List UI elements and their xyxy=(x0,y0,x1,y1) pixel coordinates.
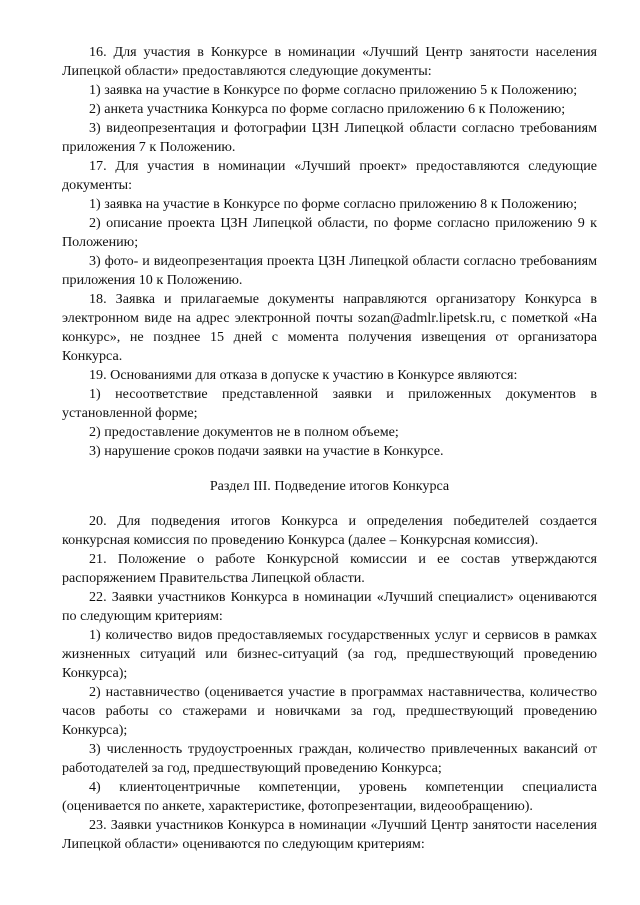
paragraph-19: 19. Основаниями для отказа в допуске к участию в Конкурсе являются: xyxy=(89,367,518,383)
paragraph-20: 20. Для подведения итогов Конкурса и определения победителей создается конкурсная комиссия по проведению Конкурса (далее – Конкурсная комиссия). xyxy=(62,513,597,548)
paragraph-23: 23. Заявки участников Конкурса в номинации «Лучший Центр занятости населения Липецкой области» оцениваются по следующим критериям: xyxy=(62,817,597,852)
document-page xyxy=(62,43,597,854)
list-item: 3) численность трудоустроенных граждан, количество привлеченных вакансий от работодателей за год, предшествующий проведению Конкурса; xyxy=(62,741,597,776)
paragraph-18: 18. Заявка и прилагаемые документы направляются организатору Конкурса в электронном виде на адрес электронной почты sozan@admlr.lipetsk.ru, с пометкой «На конкурс», не позднее 15 дней с момента получения извещения от организатора Конкурса. xyxy=(62,291,597,364)
list-item: 1) заявка на участие в Конкурсе по форме согласно приложению 8 к Положению; xyxy=(89,196,578,212)
paragraph-21: 21. Положение о работе Конкурсной комиссии и ее состав утверждаются распоряжением Правительства Липецкой области. xyxy=(62,551,597,586)
list-item: 1) несоответствие представленной заявки и приложенных документов в установленной форме; xyxy=(62,386,597,421)
list-item: 3) фото- и видеопрезентация проекта ЦЗН Липецкой области согласно требованиям приложения 10 к Положению. xyxy=(62,253,597,288)
list-item: 2) наставничество (оценивается участие в программах наставничества, количество часов работы со стажерами и новичками за год, предшествующий проведению Конкурса); xyxy=(62,684,597,738)
list-item: 2) описание проекта ЦЗН Липецкой области, по форме согласно приложению 9 к Положению; xyxy=(62,215,597,250)
paragraph-16: 16. Для участия в Конкурсе в номинации «Лучший Центр занятости населения Липецкой области» предоставляются следующие документы: xyxy=(62,44,597,79)
paragraph-22: 22. Заявки участников Конкурса в номинации «Лучший специалист» оцениваются по следующим критериям: xyxy=(62,589,597,624)
list-item: 1) количество видов предоставляемых государственных услуг и сервисов в рамках жизненных ситуаций или бизнес-ситуаций (за год, предшествующий проведению Конкурса); xyxy=(62,627,597,681)
paragraph-17: 17. Для участия в номинации «Лучший проект» предоставляются следующие документы: xyxy=(62,158,597,193)
list-item: 3) видеопрезентация и фотографии ЦЗН Липецкой области согласно требованиям приложения 7 к Положению. xyxy=(62,120,597,155)
list-item: 4) клиентоцентричные компетенции, уровень компетенции специалиста (оценивается по анкете, характеристике, фотопрезентации, видеообращению). xyxy=(62,779,597,814)
list-item: 2) анкета участника Конкурса по форме согласно приложению 6 к Положению; xyxy=(89,101,566,117)
list-item: 2) предоставление документов не в полном объеме; xyxy=(89,424,399,440)
list-item: 1) заявка на участие в Конкурсе по форме согласно приложению 5 к Положению; xyxy=(89,82,578,98)
section-heading: Раздел III. Подведение итогов Конкурса xyxy=(209,478,450,494)
list-item: 3) нарушение сроков подачи заявки на участие в Конкурсе. xyxy=(89,443,444,459)
